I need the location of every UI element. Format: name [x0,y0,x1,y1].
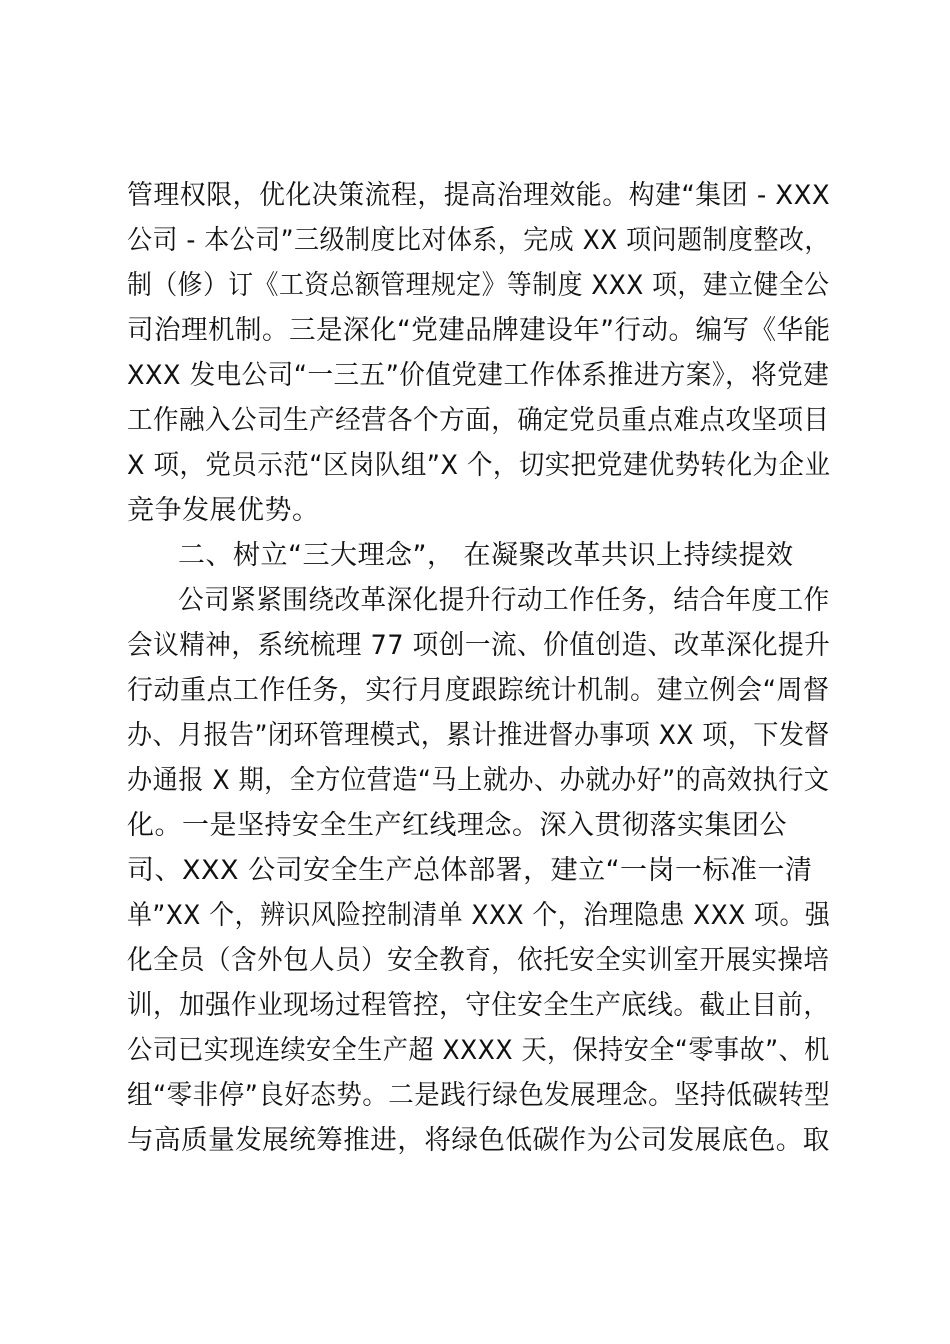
paragraph-line: X 项，党员示范“区岗队组”X 个，切实把党建优势转化为企业 [127,450,831,481]
paragraph-line: 公司 - 本公司”三级制度比对体系，完成 XX 项问题制度整改， [127,225,830,256]
paragraph-line: 管理权限，优化决策流程，提高治理效能。构建“集团 - XXX [127,180,831,211]
paragraph-line: 办通报 X 期，全方位营造“马上就办、办就办好”的高效执行文 [127,765,830,796]
paragraph-line: 训，加强作业现场过程管控，守住安全生产底线。截止目前， [127,990,830,1021]
paragraph-line: 司、XXX 公司安全生产总体部署，建立“一岗一标准一清 [127,855,813,886]
paragraph-line: 公司已实现连续安全生产超 XXXX 天，保持安全“零事故”、机 [127,1035,830,1066]
paragraph-line: 工作融入公司生产经营各个方面，确定党员重点难点攻坚项目 [127,405,830,436]
paragraph-line: 公司紧紧围绕改革深化提升行动工作任务，结合年度工作 [178,585,830,616]
paragraph-line: 化。一是坚持安全生产红线理念。深入贯彻落实集团公 [127,810,787,841]
section-heading: 二、树立“三大理念”， 在凝聚改革共识上持续提效 [178,540,794,571]
paragraph-line: 化全员（含外包人员）安全教育，依托安全实训室开展实操培 [127,945,830,976]
paragraph-line: 组“零非停”良好态势。二是践行绿色发展理念。坚持低碳转型 [127,1080,831,1111]
paragraph-line: XXX 发电公司“一三五”价值党建工作体系推进方案》，将党建 [127,360,830,391]
paragraph-line: 办、月报告”闭环管理模式，累计推进督办事项 XX 项，下发督 [127,720,830,751]
paragraph-line: 与高质量发展统筹推进，将绿色低碳作为公司发展底色。取 [127,1125,830,1156]
paragraph-line: 司治理机制。三是深化“党建品牌建设年”行动。编写《华能 [127,315,831,346]
paragraph-line: 制（修）订《工资总额管理规定》等制度 XXX 项，建立健全公 [127,270,830,301]
paragraph-line: 会议精神，系统梳理 77 项创一流、价值创造、改革深化提升 [127,630,831,661]
paragraph-line: 单”XX 个，辨识风险控制清单 XXX 个，治理隐患 XXX 项。强 [127,900,831,931]
paragraph-line: 行动重点工作任务，实行月度跟踪统计机制。建立例会“周督 [127,675,830,706]
paragraph-line: 竞争发展优势。 [127,495,320,526]
